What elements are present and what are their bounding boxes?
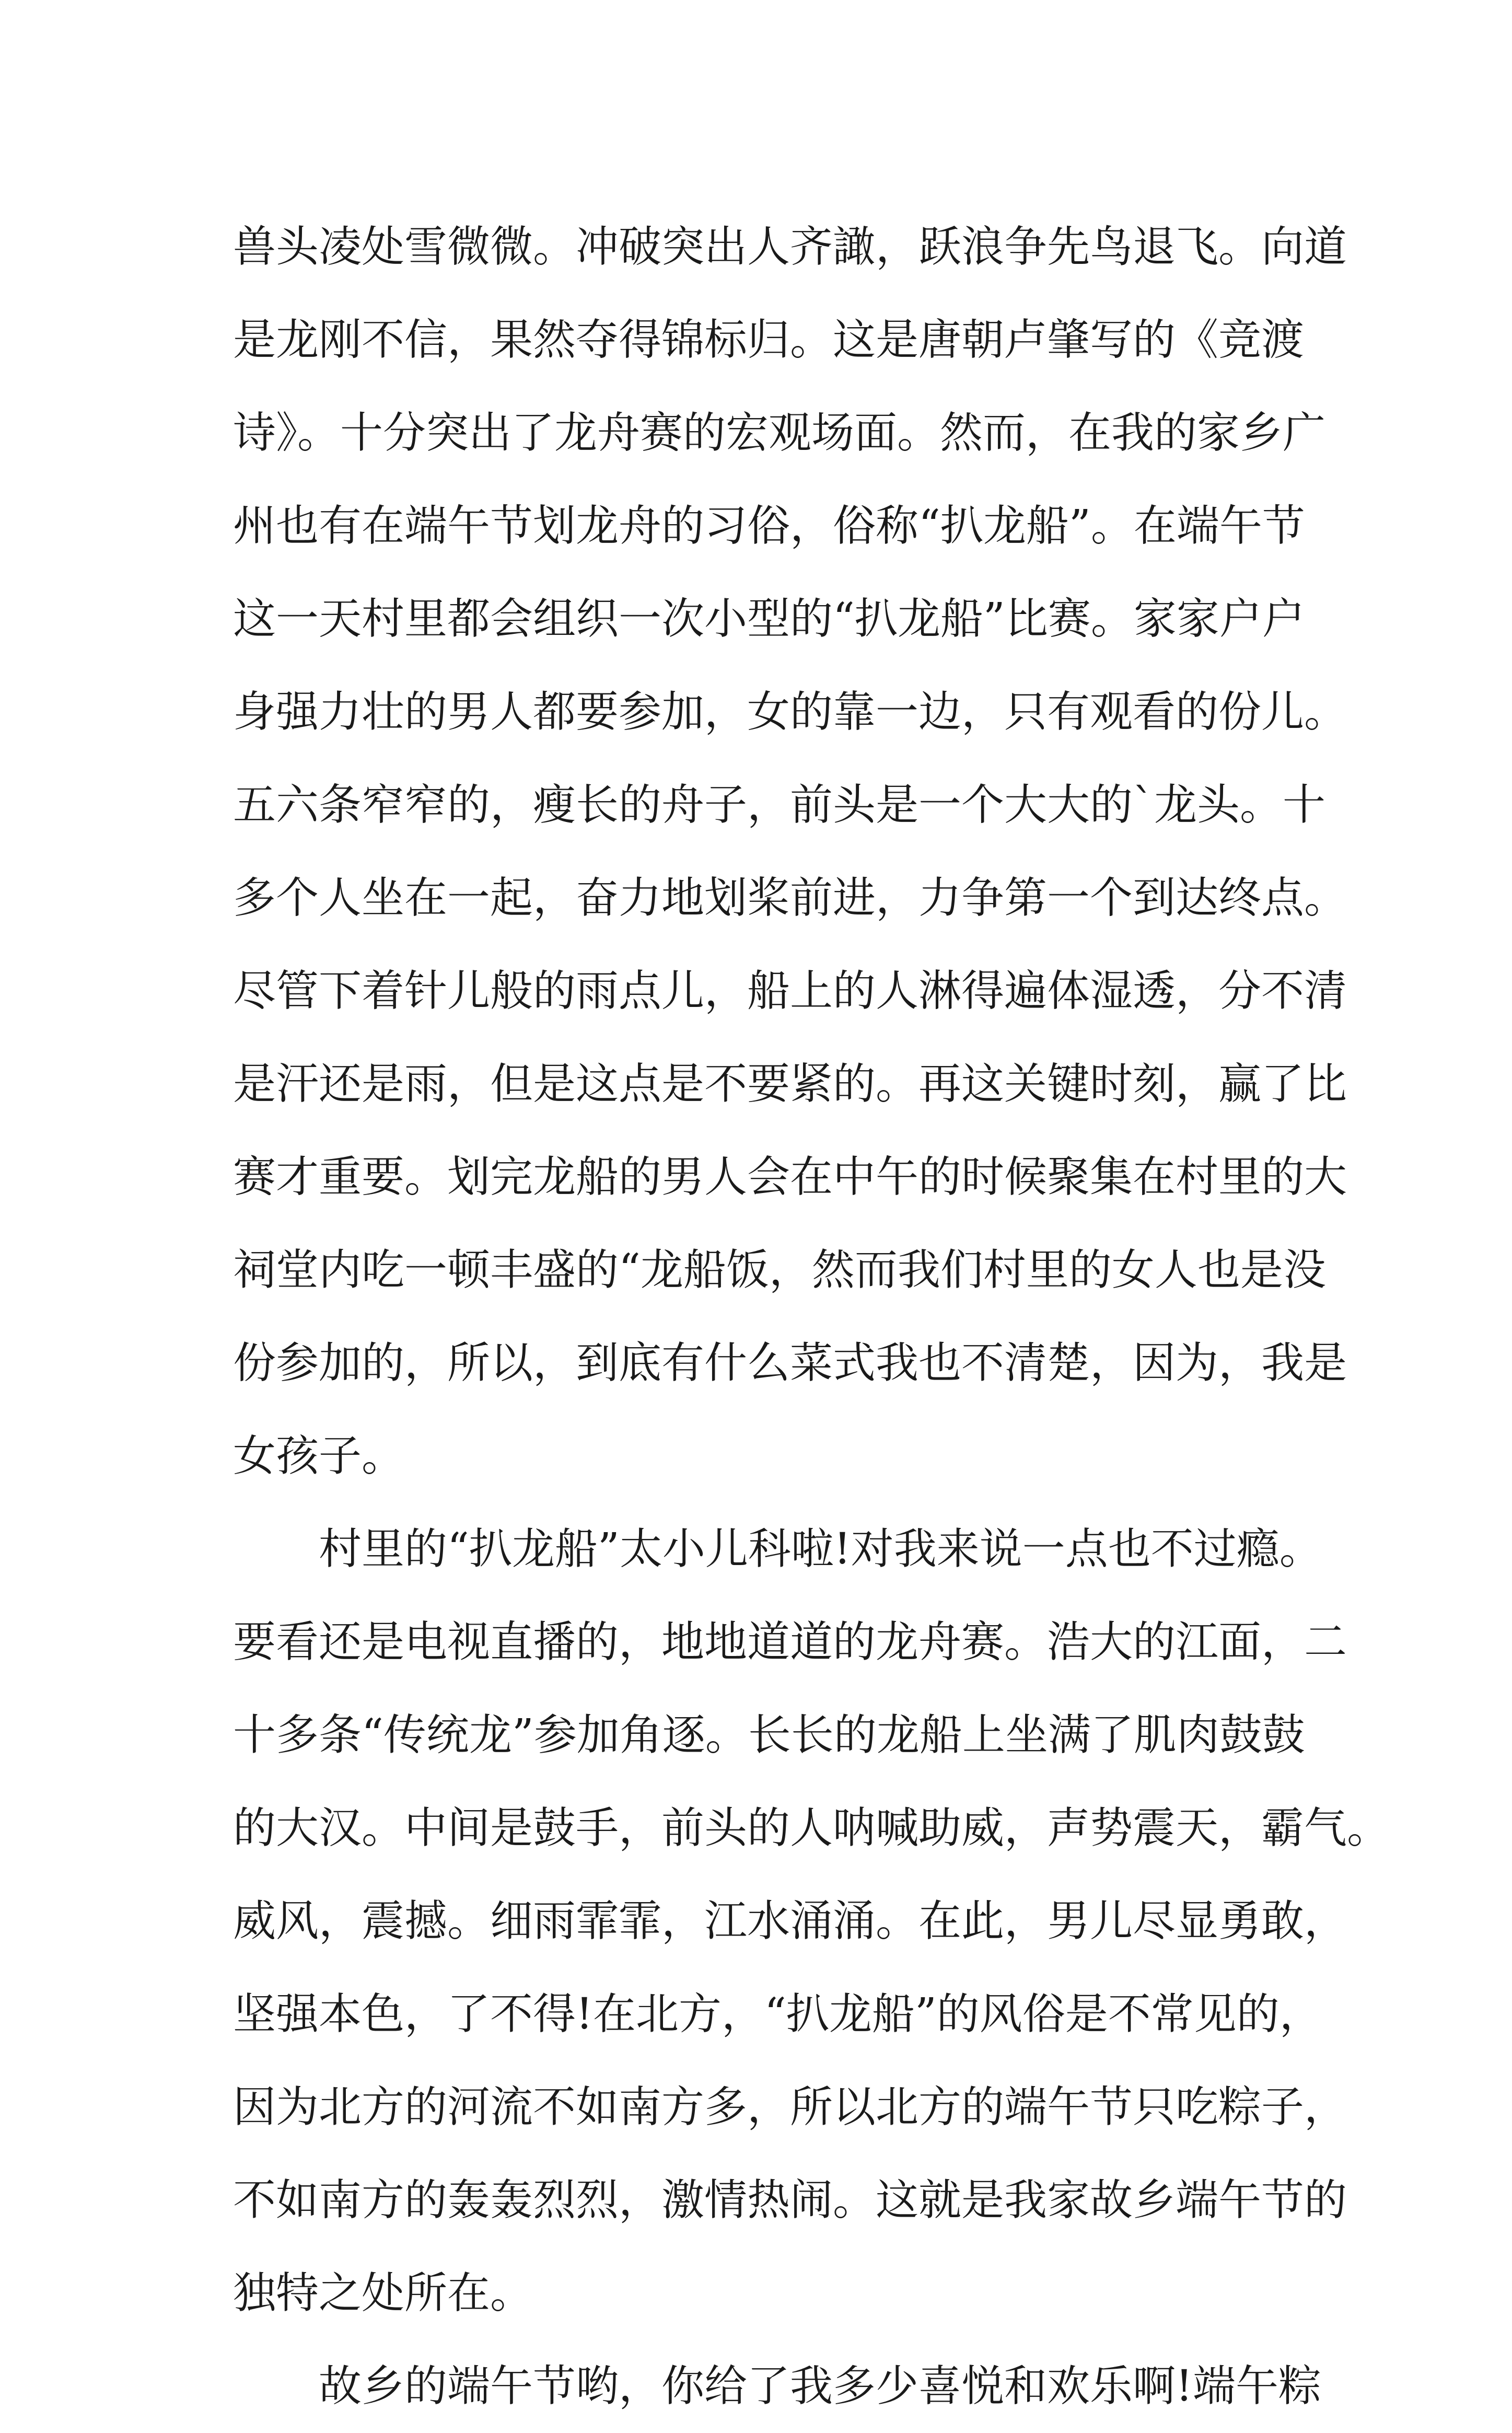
text-line: 份参加的，所以，到底有什么菜式我也不清楚，因为，我是 (233, 1338, 1347, 1388)
text-line: 多个人坐在一起，奋力地划桨前进，力争第一个到达终点。 (233, 873, 1347, 923)
paragraph-first-line: 故乡的端午节哟，你给了我多少喜悦和欢乐啊!端午粽 (319, 2361, 1321, 2411)
text-line: 不如南方的轰轰烈烈，激情热闹。这就是我家故乡端午节的 (233, 2175, 1347, 2225)
paragraph-first-line: 村里的“扒龙船”太小儿科啦!对我来说一点也不过瘾。 (319, 1524, 1322, 1574)
text-line: 十多条“传统龙”参加角逐。长长的龙船上坐满了肌肉鼓鼓 (233, 1710, 1305, 1760)
text-line: 兽头凌处雪微微。冲破突出人齐譀，跃浪争先鸟退飞。向道 (233, 222, 1347, 272)
text-line: 独特之处所在。 (233, 2268, 533, 2318)
text-line: 坚强本色，了不得!在北方，“扒龙船”的风俗是不常见的， (233, 1989, 1322, 2039)
text-line: 祠堂内吃一顿丰盛的“龙船饭，然而我们村里的女人也是没 (233, 1245, 1326, 1295)
text-line: 要看还是电视直播的，地地道道的龙舟赛。浩大的江面，二 (233, 1617, 1347, 1667)
essay-body (233, 201, 1390, 2433)
text-line: 州也有在端午节划龙舟的习俗，俗称“扒龙船”。在端午节 (233, 501, 1305, 551)
text-line: 威风，震撼。细雨霏霏，江水涌涌。在此，男儿尽显勇敢， (233, 1896, 1347, 1946)
text-line: 这一天村里都会组织一次小型的“扒龙船”比赛。家家户户 (233, 594, 1305, 644)
text-line: 五六条窄窄的，瘦长的舟子，前头是一个大大的`龙头。十 (233, 780, 1326, 830)
text-line: 尽管下着针儿般的雨点儿，船上的人淋得遍体湿透，分不清 (233, 966, 1347, 1016)
text-line: 身强力壮的男人都要参加，女的靠一边，只有观看的份儿。 (233, 687, 1347, 737)
text-line: 女孩子。 (233, 1431, 405, 1481)
text-line: 诗》。十分突出了龙舟赛的宏观场面。然而，在我的家乡广 (233, 408, 1326, 458)
text-line: 是龙刚不信，果然夺得锦标归。这是唐朝卢肇写的《竞渡 (233, 315, 1305, 365)
text-line: 是汗还是雨，但是这点是不要紧的。再这关键时刻，赢了比 (233, 1059, 1347, 1109)
text-line: 的大汉。中间是鼓手，前头的人呐喊助威，声势震天，霸气。 (233, 1803, 1390, 1853)
text-line: 因为北方的河流不如南方多，所以北方的端午节只吃粽子， (233, 2082, 1347, 2132)
text-line: 赛才重要。划完龙船的男人会在中午的时候聚集在村里的大 (233, 1152, 1347, 1202)
